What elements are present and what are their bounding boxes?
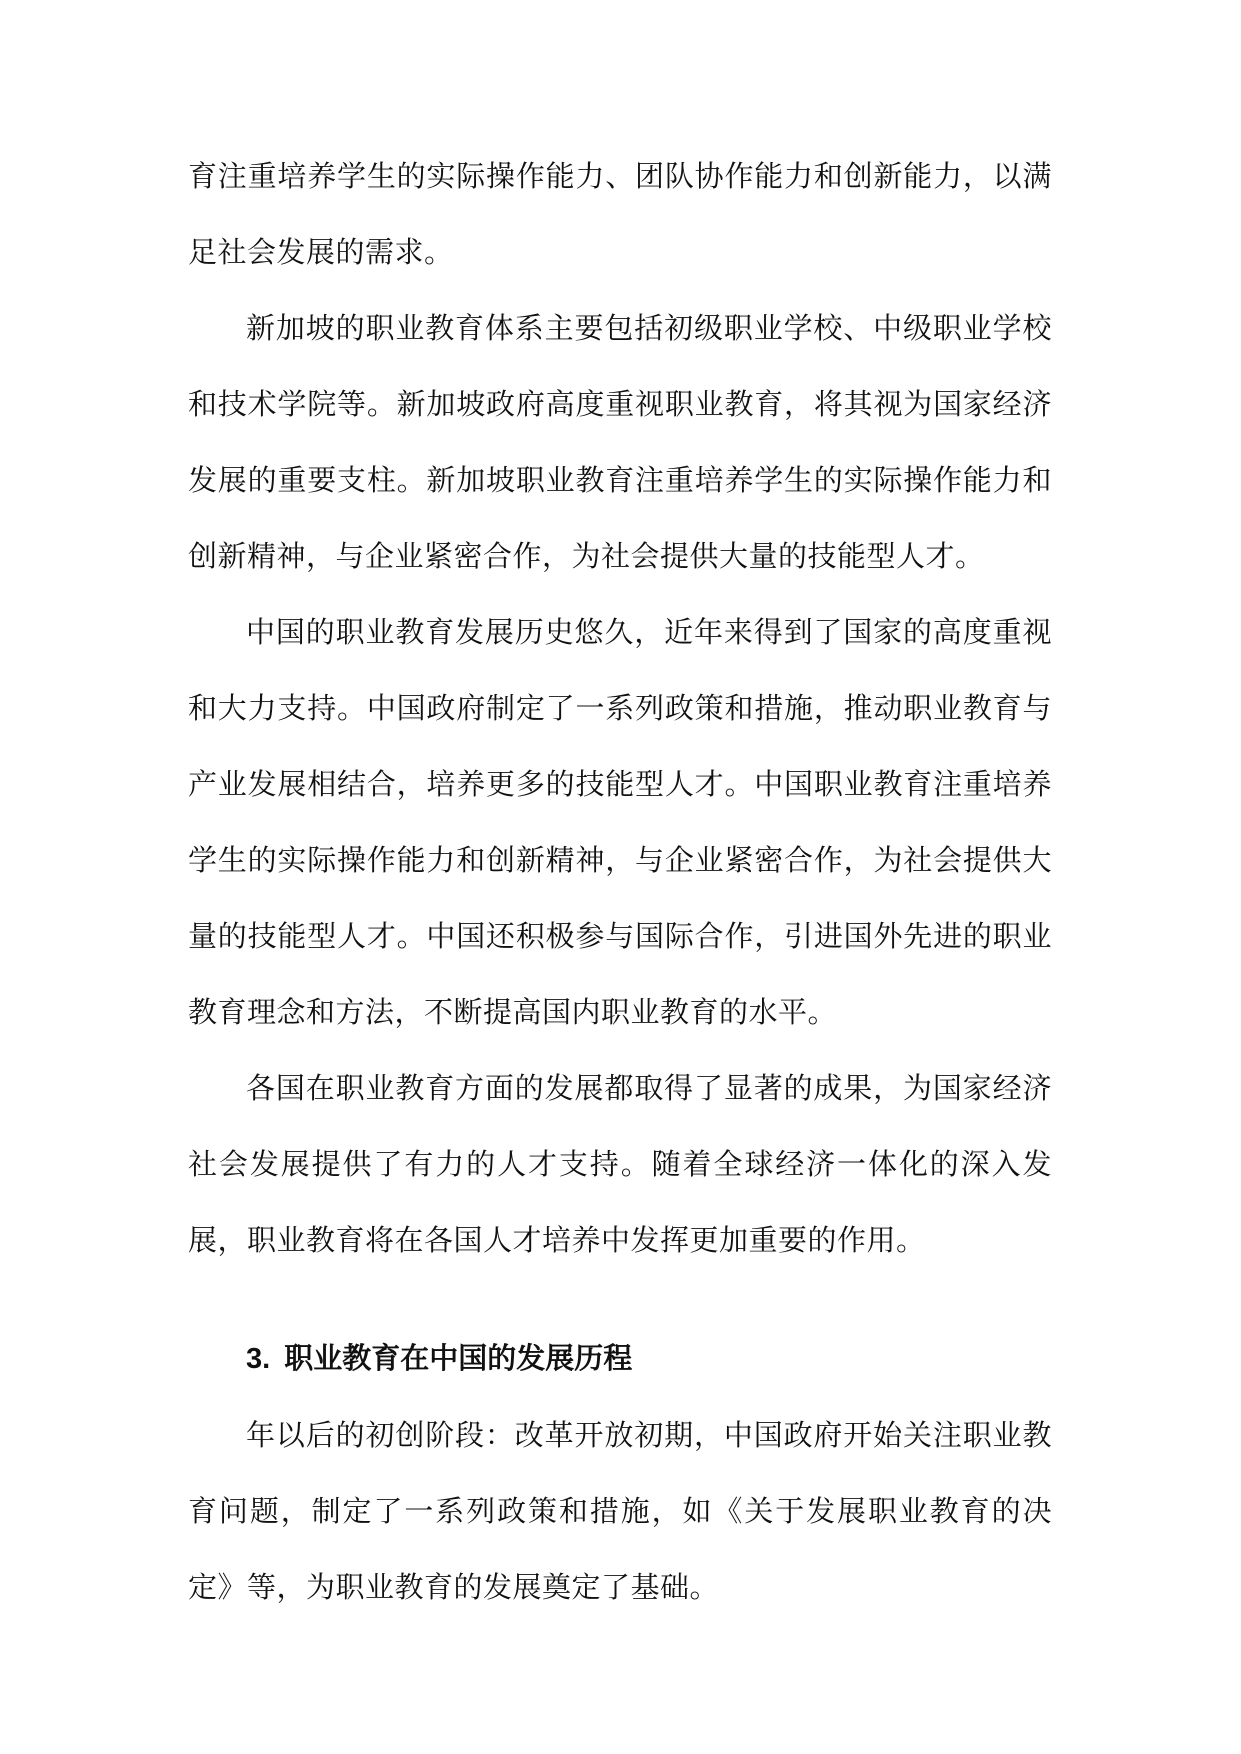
section-number: 3. [246, 1343, 271, 1375]
document-body [188, 138, 1052, 1625]
paragraph-section-intro: 年以后的初创阶段：改革开放初期，中国政府开始关注职业教育问题，制定了一系列政策和措施，如《关于发展职业教育的决定》等，为职业教育的发展奠定了基础。 [188, 1418, 1052, 1604]
paragraph-china: 中国的职业教育发展历史悠久，近年来得到了国家的高度重视和大力支持。中国政府制定了一系列政策和措施，推动职业教育与产业发展相结合，培养更多的技能型人才。中国职业教育注重培养学生的实际操作能力和创新精神，与企业紧密合作，为社会提供大量的技能型人才。中国还积极参与国际合作，引进国外先进的职业教育理念和方法，不断提高国内职业教育的水平。 [188, 615, 1052, 1029]
paragraph-singapore: 新加坡的职业教育体系主要包括初级职业学校、中级职业学校和技术学院等。新加坡政府高度重视职业教育，将其视为国家经济发展的重要支柱。新加坡职业教育注重培养学生的实际操作能力和创新精神，与企业紧密合作，为社会提供大量的技能型人才。 [188, 311, 1052, 573]
section-title: 职业教育在中国的发展历程 [284, 1341, 633, 1375]
paragraph-continuation: 育注重培养学生的实际操作能力、团队协作能力和创新能力，以满足社会发展的需求。 [188, 159, 1052, 269]
paragraph-summary: 各国在职业教育方面的发展都取得了显著的成果，为国家经济社会发展提供了有力的人才支持。随着全球经济一体化的深入发展，职业教育将在各国人才培养中发挥更加重要的作用。 [188, 1071, 1052, 1257]
section-heading [188, 1320, 1052, 1397]
